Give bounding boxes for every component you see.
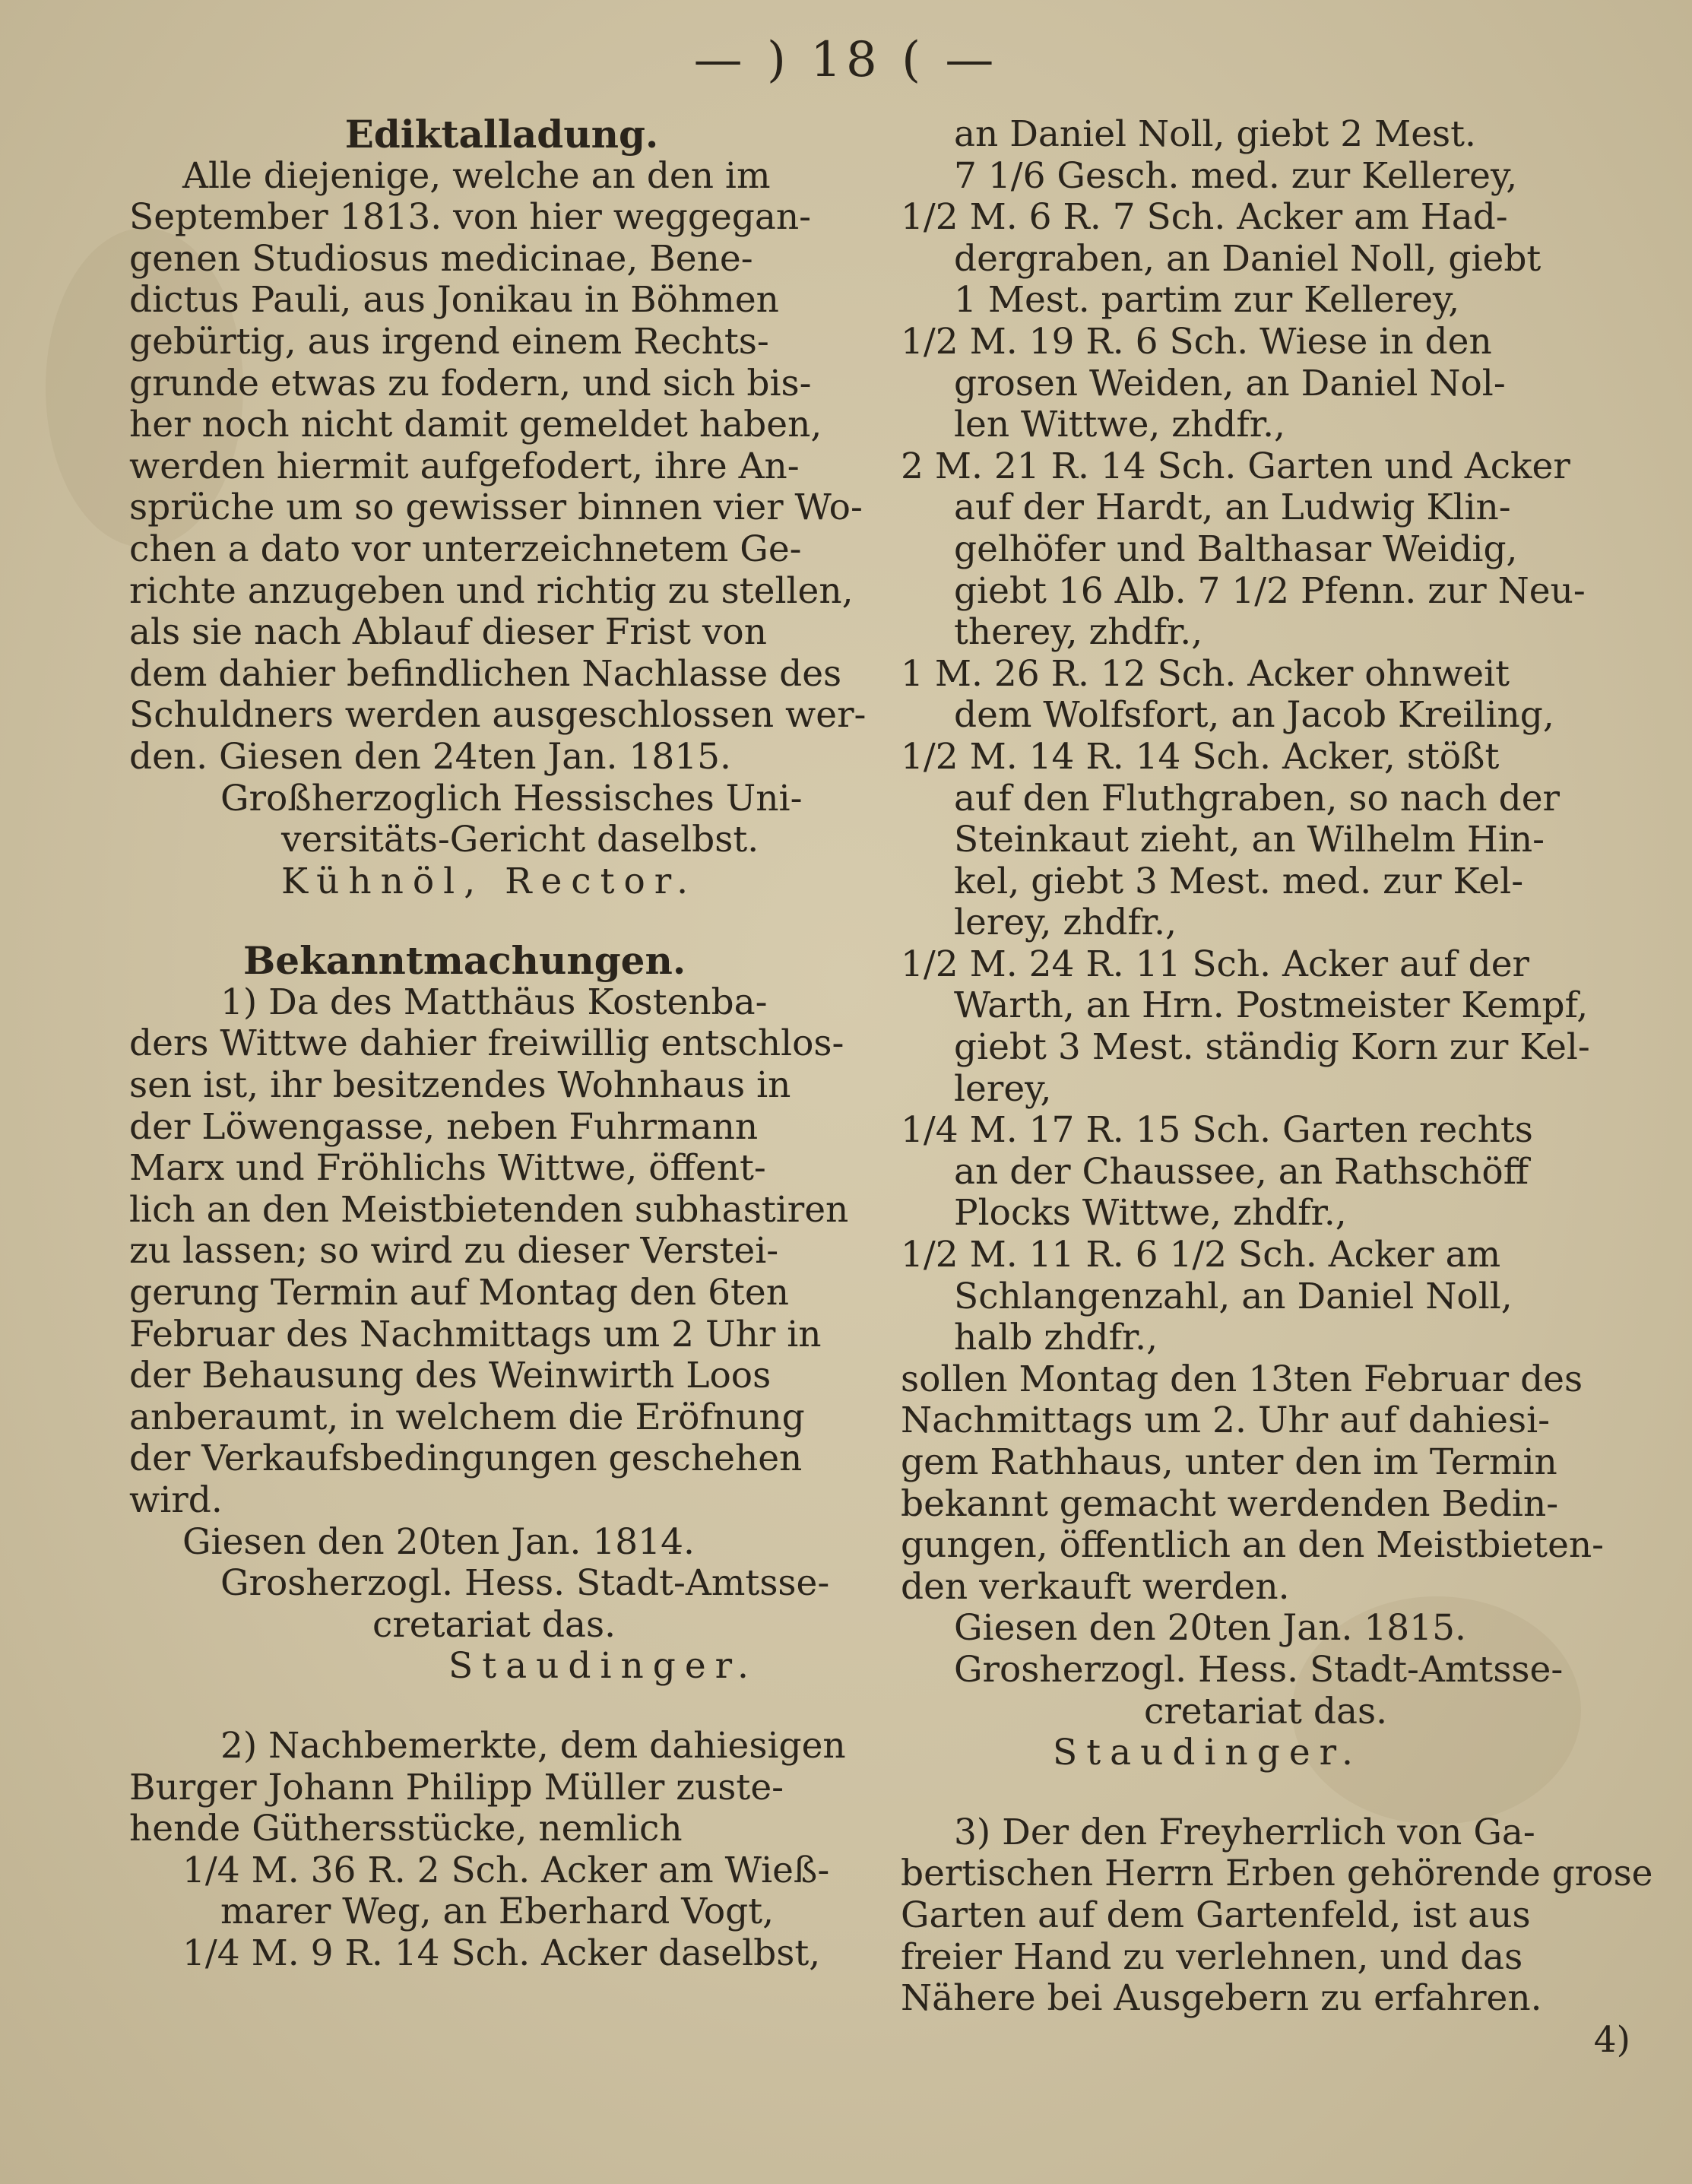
text-line: werden hiermit aufgefodert, ihre An- bbox=[129, 445, 800, 487]
text-line: Burger Johann Philipp Müller zuste- bbox=[129, 1766, 784, 1808]
text-line: anberaumt, in welchem die Eröfnung bbox=[129, 1396, 805, 1438]
text-line: Plocks Wittwe, zhdfr., bbox=[954, 1192, 1347, 1235]
text-line: als sie nach Ablauf dieser Frist von bbox=[129, 611, 767, 654]
text-line: Schuldners werden ausgeschlossen wer- bbox=[129, 694, 867, 737]
text-line: 1/4 M. 17 R. 15 Sch. Garten rechts bbox=[901, 1109, 1533, 1152]
text-line: den verkauft werden. bbox=[901, 1565, 1290, 1608]
text-line: Schlangenzahl, an Daniel Noll, bbox=[954, 1275, 1513, 1317]
text-line: Februar des Nachmittags um 2 Uhr in bbox=[129, 1313, 822, 1355]
text-line: sollen Montag den 13ten Februar des bbox=[901, 1358, 1583, 1400]
text-line: freier Hand zu verlehnen, und das bbox=[901, 1935, 1523, 1978]
paragraph-gap bbox=[129, 1688, 874, 1726]
page-number: — ) 18 ( — bbox=[693, 32, 999, 88]
text-line: 1/4 M. 36 R. 2 Sch. Acker am Wieß- bbox=[182, 1849, 830, 1891]
text-line: September 1813. von hier weggegan- bbox=[129, 196, 812, 239]
text-line: sprüche um so gewisser binnen vier Wo- bbox=[129, 487, 863, 529]
text-line: Grosherzogl. Hess. Stadt-Amtsse- bbox=[954, 1648, 1564, 1691]
text-line: 1 Mest. partim zur Kellerey, bbox=[954, 279, 1460, 322]
text-line: 2) Nachbemerkte, dem dahiesigen bbox=[220, 1724, 846, 1767]
text-line: den. Giesen den 24ten Jan. 1815. bbox=[129, 735, 731, 778]
text-line: Giesen den 20ten Jan. 1814. bbox=[182, 1520, 695, 1563]
text-line: gelhöfer und Balthasar Weidig, bbox=[954, 528, 1518, 570]
text-line: 1/2 M. 6 R. 7 Sch. Acker am Had- bbox=[901, 196, 1508, 239]
text-line: der Löwengasse, neben Fuhrmann bbox=[129, 1105, 759, 1148]
text-line: her noch nicht damit gemeldet haben, bbox=[129, 404, 822, 446]
text-line: wird. bbox=[129, 1479, 223, 1521]
text-line: gerung Termin auf Montag den 6ten bbox=[129, 1272, 789, 1314]
text-line: 1/4 M. 9 R. 14 Sch. Acker daselbst, bbox=[182, 1932, 821, 1974]
text-line: 1/2 M. 24 R. 11 Sch. Acker auf der bbox=[901, 943, 1529, 985]
text-line: bertischen Herrn Erben gehörende grose bbox=[901, 1853, 1653, 1895]
text-line: cretariat das. bbox=[372, 1603, 616, 1646]
text-line: kel, giebt 3 Mest. med. zur Kel- bbox=[954, 860, 1524, 902]
text-line: 4) bbox=[1593, 2018, 1630, 2061]
text-line: dictus Pauli, aus Jonikau in Böhmen bbox=[129, 279, 779, 322]
text-line: len Wittwe, zhdfr., bbox=[954, 404, 1285, 446]
text-line: giebt 3 Mest. ständig Korn zur Kel- bbox=[954, 1026, 1590, 1069]
text-line: bekannt gemacht werdenden Bedin- bbox=[901, 1482, 1559, 1525]
text-line: dem dahier befindlichen Nachlasse des bbox=[129, 652, 842, 695]
text-line: Staudinger. bbox=[1053, 1732, 1362, 1774]
text-line: ders Wittwe dahier freiwillig entschlos- bbox=[129, 1022, 844, 1065]
text-line: Steinkaut zieht, an Wilhelm Hin- bbox=[954, 819, 1545, 861]
text-line: lerey, bbox=[954, 1067, 1052, 1110]
text-line: der Verkaufsbedingungen geschehen bbox=[129, 1438, 803, 1480]
text-line: auf den Fluthgraben, so nach der bbox=[954, 777, 1560, 819]
text-line: halb zhdfr., bbox=[954, 1317, 1158, 1359]
text-line: Giesen den 20ten Jan. 1815. bbox=[954, 1607, 1466, 1650]
text-line: Nähere bei Ausgebern zu erfahren. bbox=[901, 1977, 1542, 2020]
text-line: hende Güthersstücke, nemlich bbox=[129, 1808, 683, 1850]
text-line: Marx und Fröhlichs Wittwe, öffent- bbox=[129, 1147, 766, 1190]
right-column bbox=[901, 113, 1653, 2061]
text-line: richte anzugeben und richtig zu stellen, bbox=[129, 569, 854, 612]
paragraph-gap bbox=[901, 1774, 1646, 1812]
paragraph-gap bbox=[129, 902, 874, 940]
text-line: versitäts-Gericht daselbst. bbox=[281, 819, 759, 861]
text-line: genen Studiosus medicinae, Bene- bbox=[129, 237, 753, 280]
text-line: Nachmittags um 2. Uhr auf dahiesi- bbox=[901, 1399, 1551, 1442]
text-line: gem Rathhaus, unter den im Termin bbox=[901, 1441, 1557, 1483]
text-line: an der Chaussee, an Rathschöff bbox=[954, 1150, 1529, 1193]
text-line: an Daniel Noll, giebt 2 Mest. bbox=[954, 113, 1476, 155]
text-line: 1/2 M. 11 R. 6 1/2 Sch. Acker am bbox=[901, 1234, 1501, 1276]
text-line: grosen Weiden, an Daniel Nol- bbox=[954, 362, 1506, 404]
text-line: Kühnöl, Rector. bbox=[281, 860, 698, 902]
text-line: therey, zhdfr., bbox=[954, 611, 1203, 654]
text-line: 1/2 M. 14 R. 14 Sch. Acker, stößt bbox=[901, 735, 1500, 778]
text-line: der Behausung des Weinwirth Loos bbox=[129, 1355, 772, 1397]
text-line: Großherzoglich Hessisches Uni- bbox=[220, 777, 803, 819]
text-line: auf der Hardt, an Ludwig Klin- bbox=[954, 487, 1511, 529]
section-heading: Bekanntmachungen. bbox=[243, 938, 686, 984]
text-line: Staudinger. bbox=[448, 1645, 758, 1688]
left-column bbox=[129, 114, 874, 1975]
text-line: cretariat das. bbox=[1144, 1690, 1388, 1732]
text-line: giebt 16 Alb. 7 1/2 Pfenn. zur Neu- bbox=[954, 569, 1586, 612]
text-line: 7 1/6 Gesch. med. zur Kellerey, bbox=[954, 154, 1518, 197]
text-line: chen a dato vor unterzeichnetem Ge- bbox=[129, 528, 802, 570]
text-line: sen ist, ihr besitzendes Wohnhaus in bbox=[129, 1064, 791, 1107]
text-line: gebürtig, aus irgend einem Rechts- bbox=[129, 320, 769, 363]
text-line: Grosherzogl. Hess. Stadt-Amtsse- bbox=[220, 1562, 830, 1605]
text-line: zu lassen; so wird zu dieser Verstei- bbox=[129, 1230, 779, 1273]
text-line: marer Weg, an Eberhard Vogt, bbox=[220, 1891, 775, 1933]
text-line: lerey, zhdfr., bbox=[954, 902, 1177, 944]
text-line: Warth, an Hrn. Postmeister Kempf, bbox=[954, 984, 1589, 1027]
section-heading: Ediktalladung. bbox=[344, 112, 659, 157]
text-line: 1) Da des Matthäus Kostenba- bbox=[220, 981, 768, 1023]
text-line: 3) Der den Freyherrlich von Ga- bbox=[954, 1811, 1535, 1853]
text-line: dem Wolfsfort, an Jacob Kreiling, bbox=[954, 694, 1554, 737]
text-line: Garten auf dem Gartenfeld, ist aus bbox=[901, 1894, 1531, 1936]
text-line: dergraben, an Daniel Noll, giebt bbox=[954, 237, 1541, 280]
text-line: grunde etwas zu fodern, und sich bis- bbox=[129, 362, 812, 404]
text-line: lich an den Meistbietenden subhastiren bbox=[129, 1188, 849, 1231]
text-line: 1/2 M. 19 R. 6 Sch. Wiese in den bbox=[901, 320, 1492, 363]
text-line: gungen, öffentlich an den Meistbieten- bbox=[901, 1524, 1605, 1567]
text-line: Alle diejenige, welche an den im bbox=[182, 154, 771, 197]
text-line: 2 M. 21 R. 14 Sch. Garten und Acker bbox=[901, 445, 1570, 487]
text-line: 1 M. 26 R. 12 Sch. Acker ohnweit bbox=[901, 652, 1510, 695]
